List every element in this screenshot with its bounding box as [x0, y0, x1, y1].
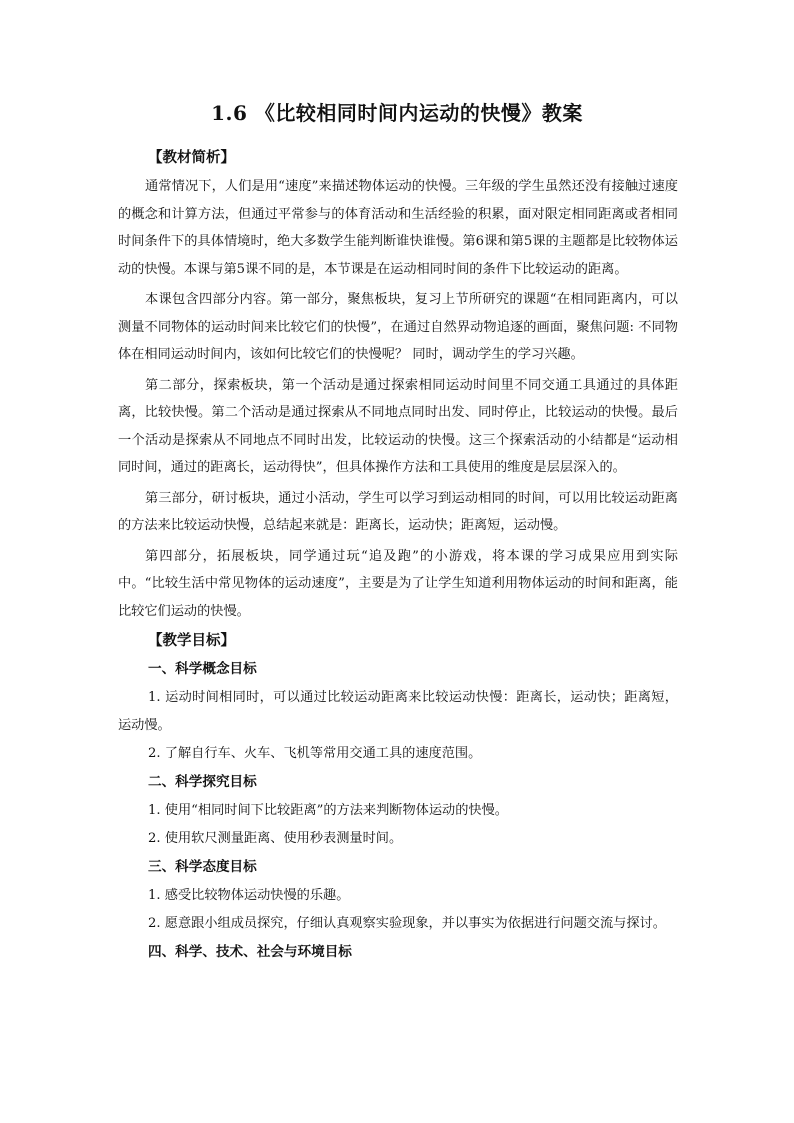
analysis-paragraph: 第四部分，拓展板块，同学通过玩“追及跑”的小游戏，将本课的学习成果应用到实际中。“比较生活中常见物体的运动速度”，主要是为了让学生知道利用物体运动的时间和距离，能比较它们运动的快慢。	[118, 548, 678, 619]
goal-item: 2. 愿意跟小组成员探究，仔细认真观察实验现象，并以事实为依据进行问题交流与探讨。	[148, 916, 666, 931]
analysis-paragraph: 本课包含四部分内容。第一部分，聚焦板块，复习上节所研究的课题“在相同距离内，可以测量不同物体的运动时间来比较它们的快慢”，在通过自然界动物追逐的画面，聚焦问题: 不同物体在相同运动时间内，该如何比较它们的快慢呢？ 同时，调动学生的学习兴趣。	[118, 292, 678, 362]
goal-item: 1. 感受比较物体运动快慢的乐趣。	[148, 887, 350, 903]
analysis-paragraph: 第二部分，探索板块，第一个活动是通过探索相同运动时间里不同交通工具通过的具体距离，比较快慢。第二个活动是通过探索从不同地点同时出发、同时停止，比较运动的快慢。最后一个活动是探索从不同地点不同时出发，比较运动的快慢。这三个探索活动的小结都是“运动相同时间，通过的距离长，运动得快”，但具体操作方法和工具使用的维度是层层深入的。	[118, 377, 678, 475]
goal-item: 2. 了解自行车、火车、飞机等常用交通工具的速度范围。	[148, 746, 482, 761]
goal-group-title: 四、科学、技术、社会与环境目标	[148, 943, 352, 960]
section-heading-analysis: 【教材简析】	[148, 149, 235, 166]
document-title: 1.6 《比较相同时间内运动的快慢》教案	[211, 101, 583, 125]
analysis-paragraph: 通常情况下，人们是用“速度”来描述物体运动的快慢。三年级的学生虽然还没有接触过速度的概念和计算方法，但通过平常参与的体育活动和生活经验的积累，面对限定相同距离或者相同时间条件下的具体情境时，绝大多数学生能判断谁快谁慢。第6课和第5课的主题都是比较物体运动的快慢。本课与第5课不同的是，本节课是在运动相同时间的条件下比较运动的距离。	[118, 179, 678, 277]
analysis-paragraph: 第三部分，研讨板块，通过小活动，学生可以学习到运动相同的时间，可以用比较运动距离的方法来比较运动快慢，总结起来就是：距离长，运动快；距离短，运动慢。	[118, 490, 678, 533]
goal-group-title: 一、科学概念目标	[148, 661, 257, 677]
goal-group-title: 二、科学探究目标	[148, 773, 257, 790]
goal-item: 2. 使用软尺测量距离、使用秒表测量时间。	[148, 831, 403, 846]
goal-group-title: 三、科学态度目标	[148, 858, 257, 875]
section-heading-goals: 【教学目标】	[148, 632, 235, 649]
goal-item: 1. 使用“相同时间下比较距离”的方法来判断物体运动的快慢。	[148, 802, 508, 818]
goal-item: 1. 运动时间相同时，可以通过比较运动距离来比较运动快慢：距离长，运动快；距离短，运动慢。	[118, 690, 678, 733]
document-body	[118, 145, 678, 967]
